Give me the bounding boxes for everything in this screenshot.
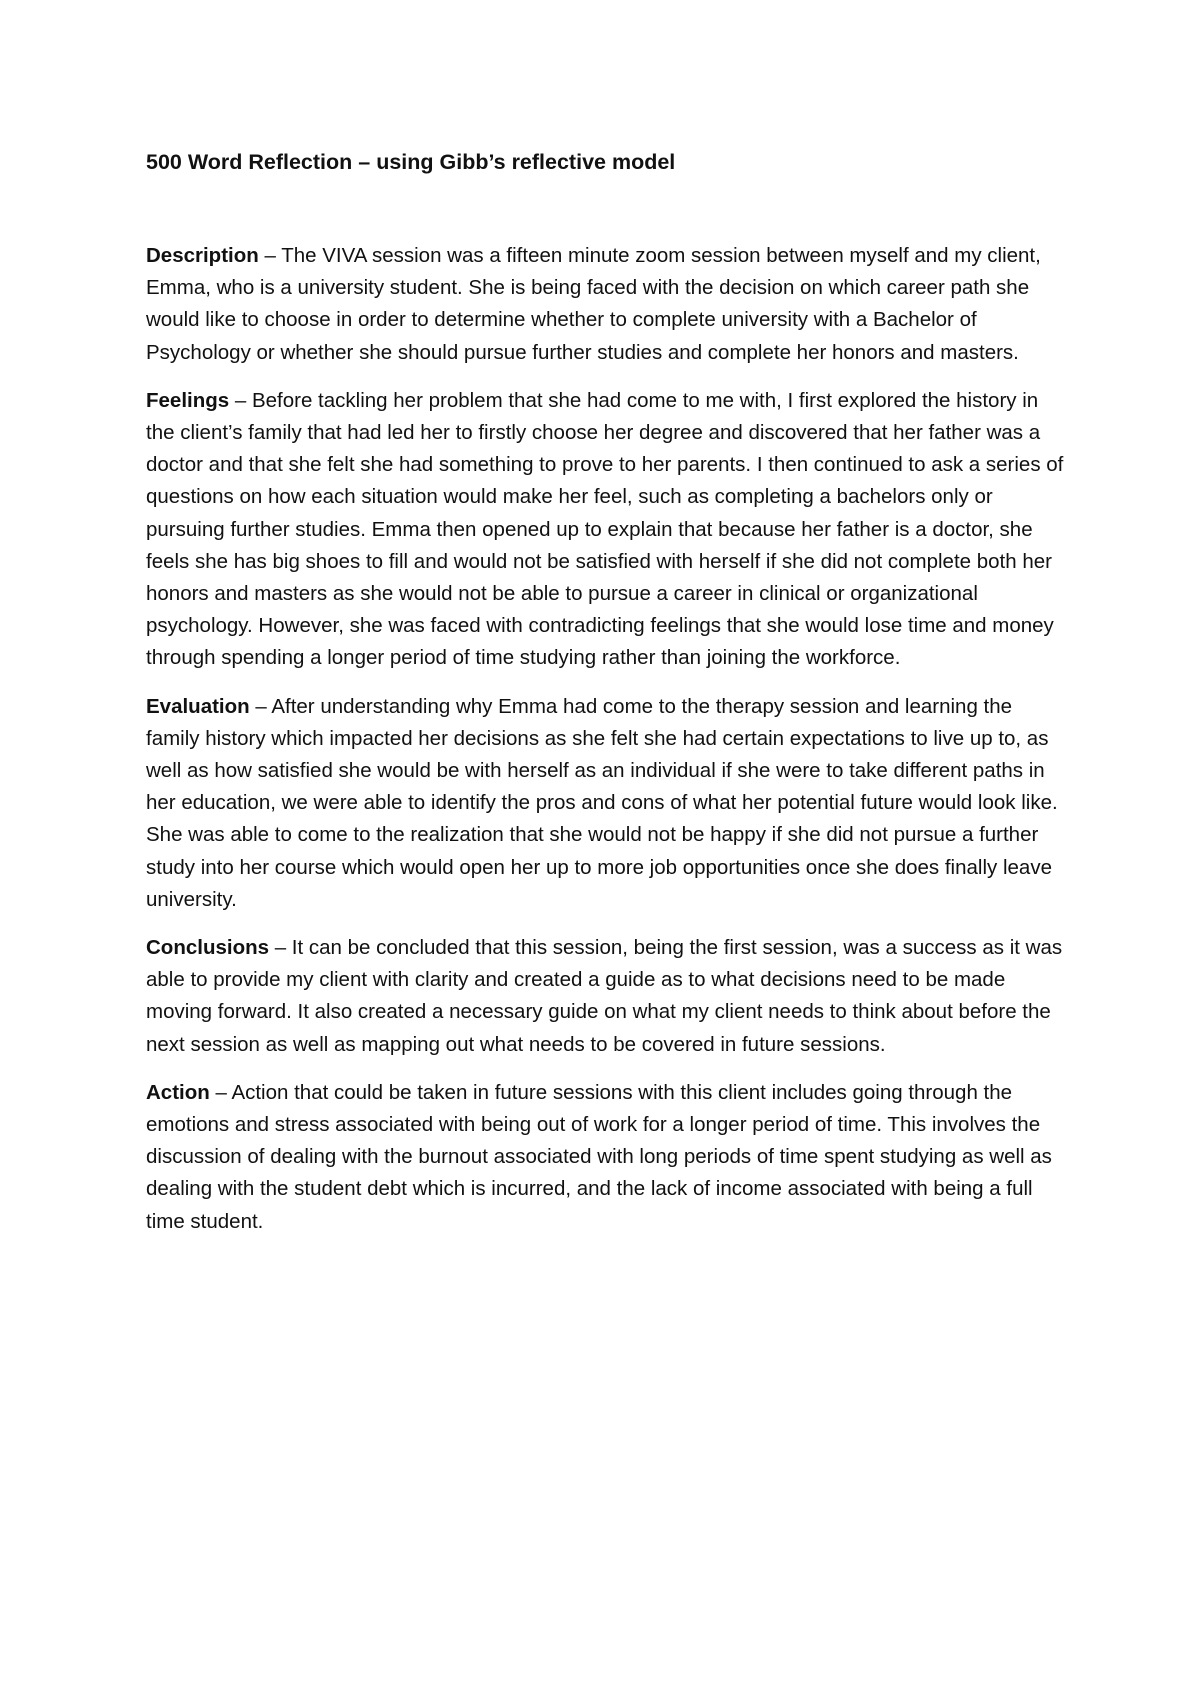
section-description (146, 240, 1066, 369)
section-text: – Action that could be taken in future sessions with this client includes going through the emotions and stress associated with being out of work for a longer period of time. This involves the discussion of dealing with the burnout associated with long periods of time spent studying as well as dealing with the student debt which is incurred, and the lack of income associated with being a full time student. (146, 1080, 1052, 1233)
document-page (146, 146, 1066, 1254)
section-feelings (146, 385, 1066, 675)
section-text: – The VIVA session was a fifteen minute zoom session between myself and my client, Emma, who is a university student. She is being faced with the decision on which career path she would like to choose in order to determine whether to complete university with a Bachelor of Psychology or whether she should pursue further studies and complete her honors and masters. (146, 244, 1041, 364)
section-text: – After understanding why Emma had come to the therapy session and learning the family history which impacted her decisions as she felt she had certain expectations to live up to, as well as how satisfied she would be with herself as an individual if she were to take different paths in her education, we were able to identify the pros and cons of what her potential future would look like. She was able to come to the realization that she would not be happy if she did not pursue a further study into her course which would open her up to more job opportunities once she does finally leave university. (146, 694, 1058, 911)
section-text: – It can be concluded that this session, being the first session, was a success as it was able to provide my client with clarity and created a guide as to what decisions need to be made moving forward. It also created a necessary guide on what my client needs to think about before the next session as well as mapping out what needs to be covered in future sessions. (146, 936, 1063, 1056)
document-title: 500 Word Reflection – using Gibb’s reflective model (146, 150, 676, 174)
section-label: Feelings (146, 388, 230, 412)
section-label: Action (146, 1080, 210, 1104)
section-label: Conclusions (146, 936, 270, 960)
section-action (146, 1077, 1066, 1238)
section-label: Evaluation (146, 694, 250, 718)
section-conclusions (146, 932, 1066, 1061)
section-text: – Before tackling her problem that she had come to me with, I first explored the history in the client’s family that had led her to firstly choose her degree and discovered that her father was a doctor and that she felt she had something to prove to her parents. I then continued to ask a series of questions on how each situation would make her feel, such as completing a bachelors only or pursuing further studies. Emma then opened up to explain that because her father is a doctor, she feels she has big shoes to fill and would not be satisfied with herself if she did not complete both her honors and masters as she would not be able to pursue a career in clinical or organizational psychology. However, she was faced with contradicting feelings that she would lose time and money through spending a longer period of time studying rather than joining the workforce. (146, 388, 1064, 670)
section-label: Description (146, 244, 259, 267)
section-evaluation (146, 691, 1066, 916)
